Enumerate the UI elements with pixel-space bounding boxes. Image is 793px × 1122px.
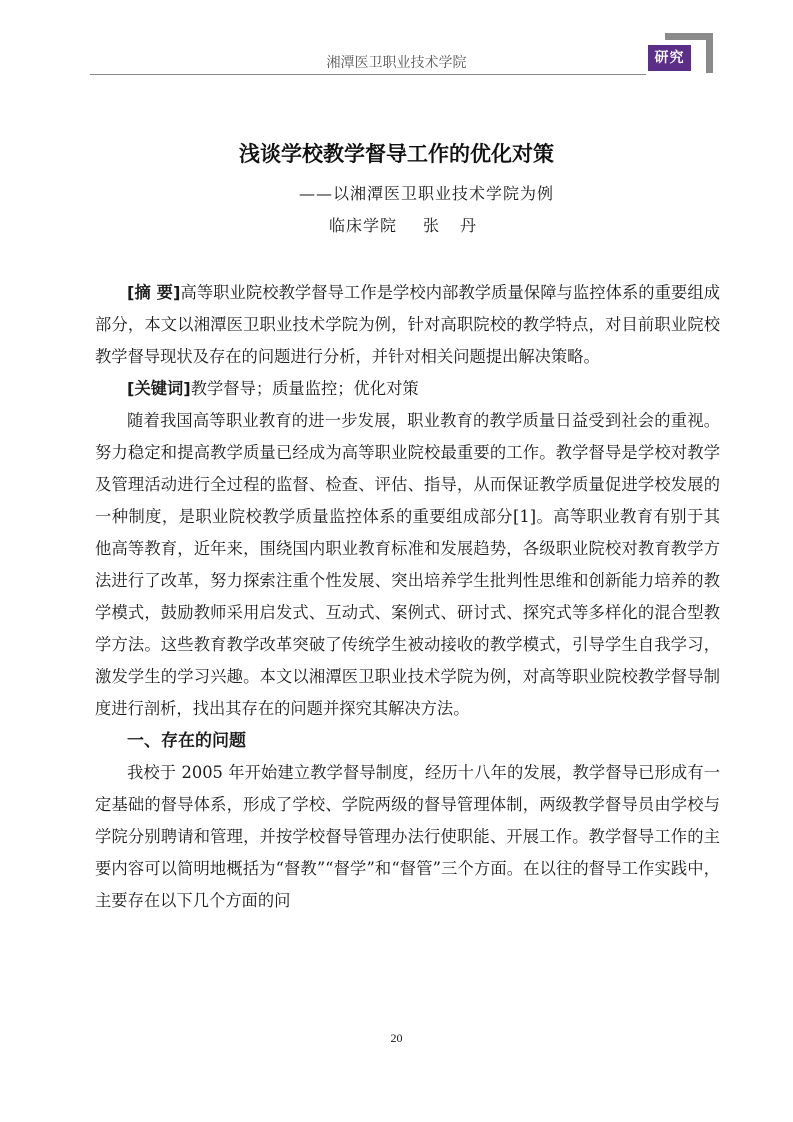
- article-title: 浅谈学校教学督导工作的优化对策: [239, 142, 554, 166]
- abstract-paragraph: [95, 277, 720, 373]
- abstract-label: [摘 要]: [127, 283, 181, 302]
- keywords-paragraph: [95, 373, 720, 405]
- author-line: [0, 213, 793, 236]
- affiliation: 临床学院: [328, 216, 397, 235]
- section-paragraph: 我校于 2005 年开始建立教学督导制度，经历十八年的发展，教学督导已形成有一定基础的督导体系，形成了学校、学院两级的督导管理体制，两级教学督导员由学校与学院分别聘请和管理，并按学校督导管理办法行使职能、开展工作。教学督导工作的主要内容可以简明地概括为“督教”“督学”和“督管”三个方面。在以往的督导工作实践中，主要存在以下几个方面的问: [95, 763, 720, 910]
- keywords-label: [关键词]: [127, 379, 191, 398]
- page-number: 20: [390, 1031, 403, 1045]
- intro-paragraph: 随着我国高等职业教育的进一步发展，职业教育的教学质量日益受到社会的重视。努力稳定和提高教学质量已经成为高等职业院校最重要的工作。教学督导是学校对教学及管理活动进行全过程的监督、检查、评估、指导，从而保证教学质量促进学校发展的一种制度，是职业院校教学质量监控体系的重要组成部分[1]。高等职业教育有别于其他高等教育，近年来，围绕国内职业教育标准和发展趋势，各级职业院校对教育教学方法进行了改革，努力探索注重个性发展、突出培养学生批判性思维和创新能力培养的教学模式，鼓励教师采用启发式、互动式、案例式、研讨式、探究式等多样化的混合型教学方法。这些教育教学改革突破了传统学生被动接收的教学模式，引导学生自我学习，激发学生的学习兴趣。本文以湘潭医卫职业技术学院为例，对高等职业院校教学督导制度进行剖析，找出其存在的问题并探究其解决方法。: [95, 411, 720, 718]
- author-name: 张 丹: [422, 216, 485, 235]
- keywords-text: 教学督导；质量监控；优化对策: [190, 379, 419, 398]
- article-subtitle: ——以湘潭医卫职业技术学院为例: [298, 184, 554, 203]
- section-badge: 研究: [648, 45, 691, 71]
- header-institution-name: 湘潭医卫职业技术学院: [326, 55, 467, 71]
- section-heading: 一、存在的问题: [127, 731, 246, 751]
- article-body: [95, 277, 720, 917]
- abstract-text: 高等职业院校教学督导工作是学校内部教学质量保障与监控体系的重要组成部分，本文以湘潭医卫职业技术学院为例，针对高职院校的教学特点，对目前职业院校教学督导现状及存在的问题进行分析，并针对相关问题提出解决策略。: [95, 283, 720, 366]
- header-rule: [90, 74, 646, 75]
- page-header: [0, 0, 793, 90]
